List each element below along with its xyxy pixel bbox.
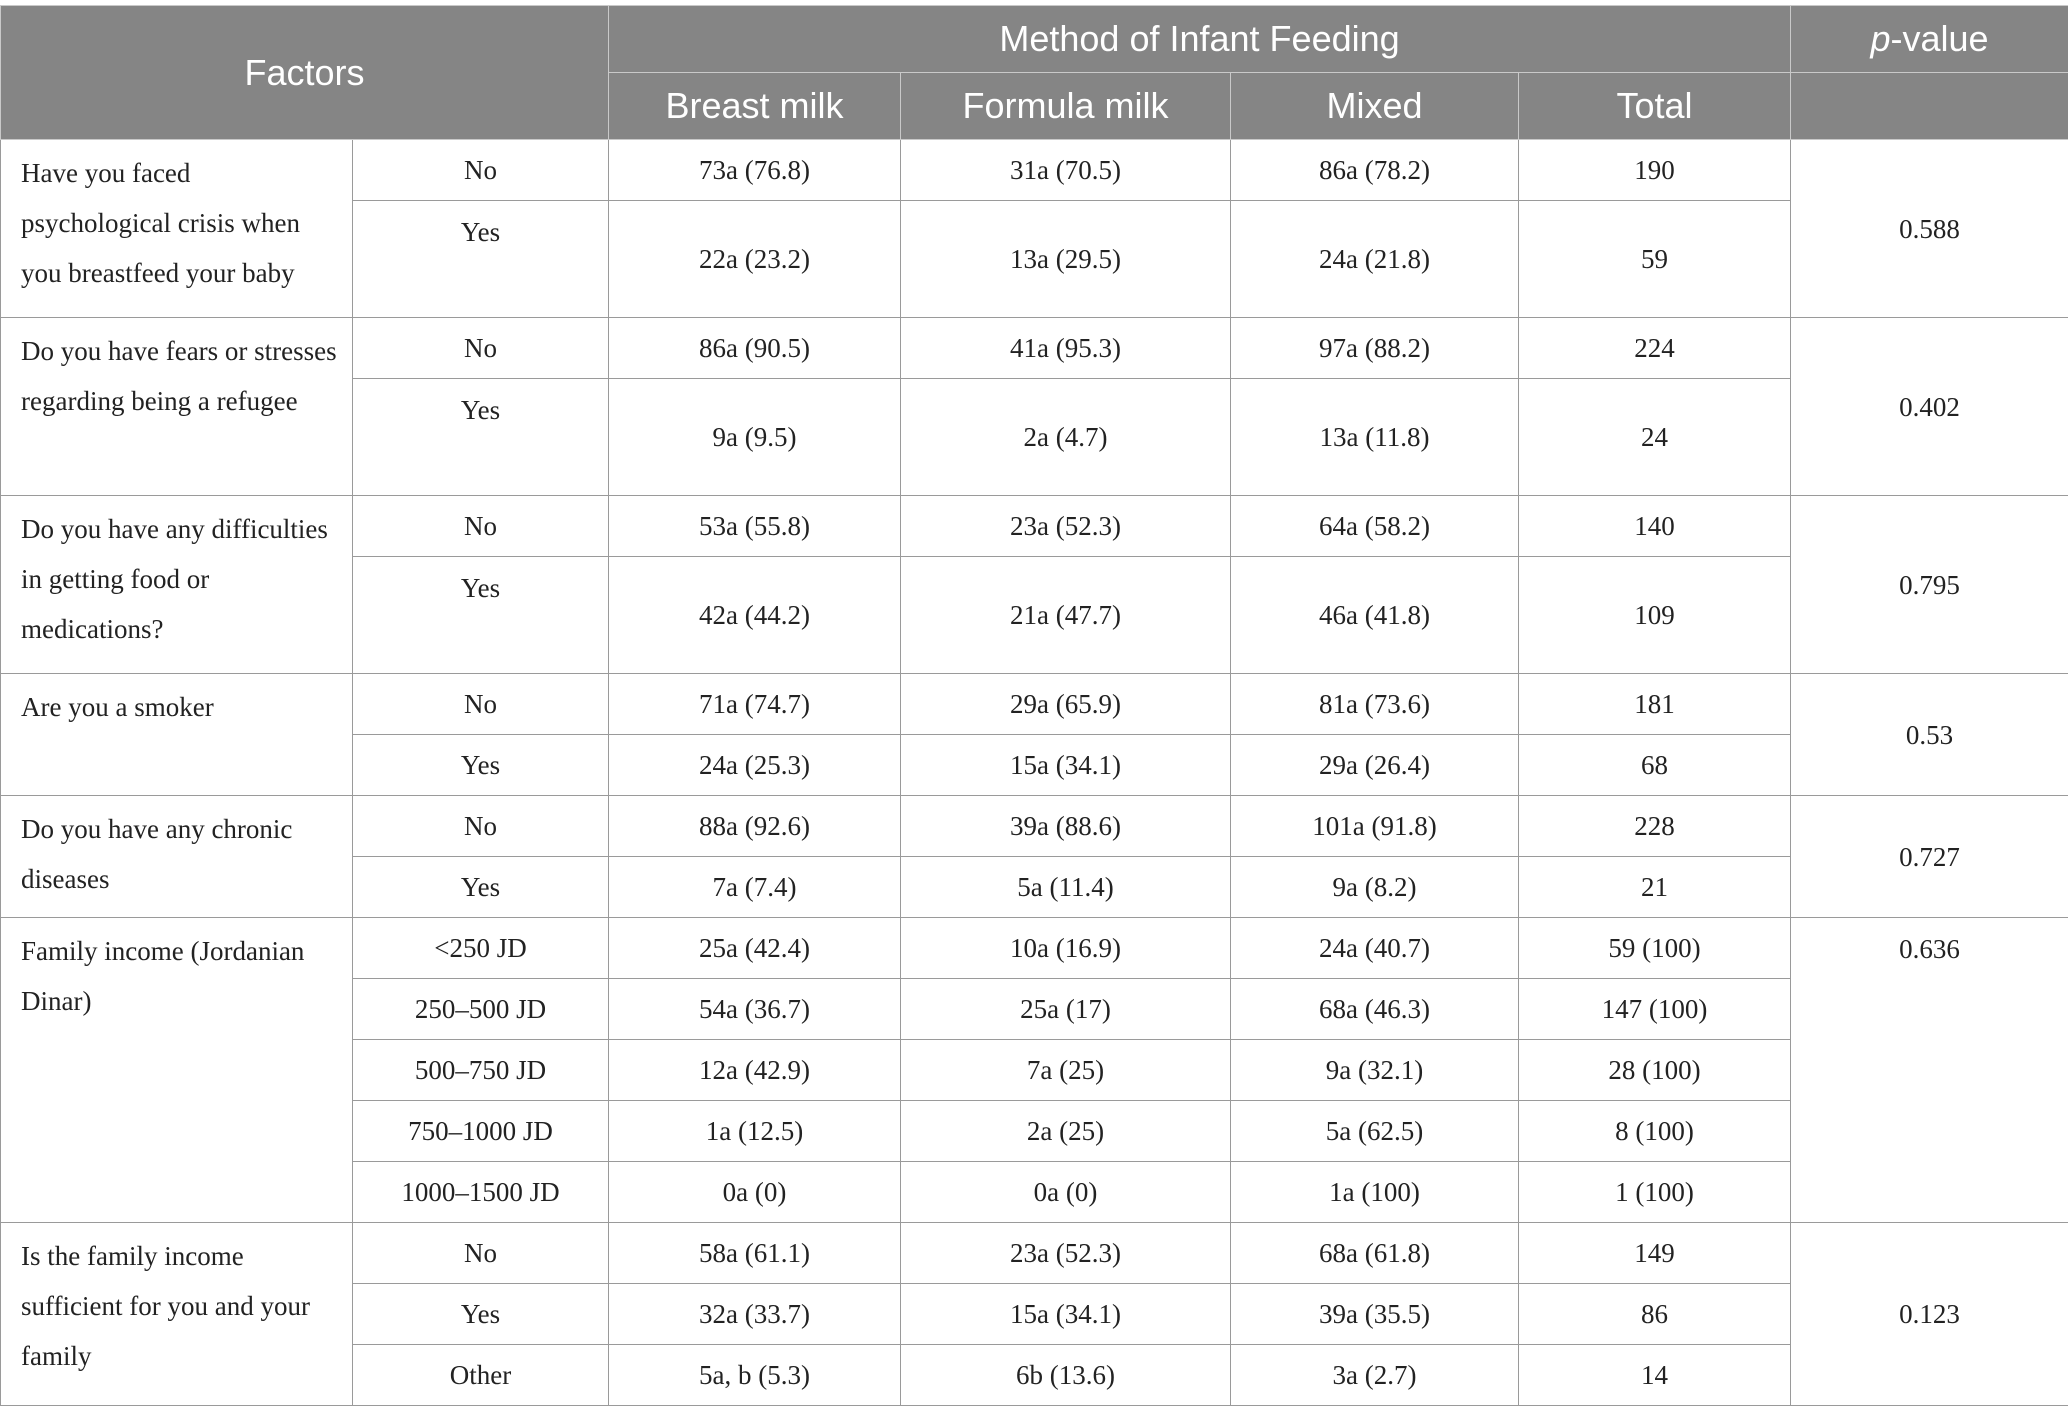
breast-milk-cell: 42a (44.2) — [609, 557, 901, 674]
breast-milk-header: Breast milk — [609, 73, 901, 140]
factor-label: Is the family income sufficient for you and your family — [1, 1223, 353, 1406]
factor-label: Family income (Jordanian Dinar) — [1, 918, 353, 1223]
p-value-cell: 0.588 — [1791, 140, 2068, 318]
breast-milk-cell: 22a (23.2) — [609, 201, 901, 318]
p-value-header-rest: -value — [1891, 18, 1989, 59]
formula-milk-cell: 10a (16.9) — [901, 918, 1231, 979]
total-cell: 14 — [1519, 1345, 1791, 1406]
formula-milk-cell: 2a (4.7) — [901, 379, 1231, 496]
breast-milk-cell: 71a (74.7) — [609, 674, 901, 735]
formula-milk-cell: 39a (88.6) — [901, 796, 1231, 857]
breast-milk-cell: 7a (7.4) — [609, 857, 901, 918]
breast-milk-cell: 88a (92.6) — [609, 796, 901, 857]
category-cell: No — [353, 1223, 609, 1284]
mixed-cell: 68a (46.3) — [1231, 979, 1519, 1040]
p-value-cell: 0.123 — [1791, 1223, 2068, 1406]
p-value-cell: 0.795 — [1791, 496, 2068, 674]
formula-milk-cell: 29a (65.9) — [901, 674, 1231, 735]
breast-milk-cell: 58a (61.1) — [609, 1223, 901, 1284]
formula-milk-cell: 23a (52.3) — [901, 1223, 1231, 1284]
formula-milk-cell: 2a (25) — [901, 1101, 1231, 1162]
category-cell: Yes — [353, 735, 609, 796]
formula-milk-cell: 7a (25) — [901, 1040, 1231, 1101]
category-cell: Yes — [353, 1284, 609, 1345]
category-cell: 750–1000 JD — [353, 1101, 609, 1162]
formula-milk-cell: 15a (34.1) — [901, 735, 1231, 796]
mixed-cell: 81a (73.6) — [1231, 674, 1519, 735]
mixed-cell: 97a (88.2) — [1231, 318, 1519, 379]
breast-milk-cell: 12a (42.9) — [609, 1040, 901, 1101]
formula-milk-cell: 13a (29.5) — [901, 201, 1231, 318]
mixed-cell: 9a (8.2) — [1231, 857, 1519, 918]
method-header: Method of Infant Feeding — [609, 6, 1791, 73]
total-cell: 140 — [1519, 496, 1791, 557]
mixed-cell: 24a (21.8) — [1231, 201, 1519, 318]
p-value-header — [1791, 6, 2068, 73]
breast-milk-cell: 9a (9.5) — [609, 379, 901, 496]
category-cell: No — [353, 796, 609, 857]
factor-label: Are you a smoker — [1, 674, 353, 796]
category-cell: Yes — [353, 857, 609, 918]
category-cell: Yes — [353, 201, 609, 318]
factor-label: Do you have fears or stresses regarding being a refugee — [1, 318, 353, 496]
factor-label: Have you faced psychological crisis when you breastfeed your baby — [1, 140, 353, 318]
formula-milk-cell: 5a (11.4) — [901, 857, 1231, 918]
table-row — [1, 496, 2068, 557]
mixed-cell: 86a (78.2) — [1231, 140, 1519, 201]
category-cell: No — [353, 674, 609, 735]
total-cell: 1 (100) — [1519, 1162, 1791, 1223]
p-value-header-spacer — [1791, 73, 2068, 140]
breast-milk-cell: 54a (36.7) — [609, 979, 901, 1040]
breast-milk-cell: 25a (42.4) — [609, 918, 901, 979]
breast-milk-cell: 86a (90.5) — [609, 318, 901, 379]
total-cell: 8 (100) — [1519, 1101, 1791, 1162]
total-cell: 59 (100) — [1519, 918, 1791, 979]
mixed-cell: 46a (41.8) — [1231, 557, 1519, 674]
mixed-cell: 29a (26.4) — [1231, 735, 1519, 796]
mixed-cell: 39a (35.5) — [1231, 1284, 1519, 1345]
mixed-cell: 13a (11.8) — [1231, 379, 1519, 496]
breast-milk-cell: 5a, b (5.3) — [609, 1345, 901, 1406]
mixed-cell: 24a (40.7) — [1231, 918, 1519, 979]
table-row — [1, 674, 2068, 735]
total-cell: 21 — [1519, 857, 1791, 918]
formula-milk-header: Formula milk — [901, 73, 1231, 140]
factors-header: Factors — [1, 6, 609, 140]
formula-milk-cell: 0a (0) — [901, 1162, 1231, 1223]
p-value-header-italic: p — [1870, 18, 1890, 59]
mixed-cell: 3a (2.7) — [1231, 1345, 1519, 1406]
p-value-cell: 0.636 — [1791, 918, 2068, 1223]
total-cell: 28 (100) — [1519, 1040, 1791, 1101]
total-cell: 190 — [1519, 140, 1791, 201]
p-value-cell: 0.402 — [1791, 318, 2068, 496]
mixed-cell: 68a (61.8) — [1231, 1223, 1519, 1284]
total-cell: 109 — [1519, 557, 1791, 674]
category-cell: No — [353, 318, 609, 379]
breast-milk-cell: 24a (25.3) — [609, 735, 901, 796]
total-cell: 59 — [1519, 201, 1791, 318]
mixed-cell: 1a (100) — [1231, 1162, 1519, 1223]
p-value-cell: 0.727 — [1791, 796, 2068, 918]
formula-milk-cell: 31a (70.5) — [901, 140, 1231, 201]
category-cell: 500–750 JD — [353, 1040, 609, 1101]
total-header: Total — [1519, 73, 1791, 140]
table-header — [1, 6, 2068, 140]
mixed-cell: 5a (62.5) — [1231, 1101, 1519, 1162]
total-cell: 181 — [1519, 674, 1791, 735]
breast-milk-cell: 73a (76.8) — [609, 140, 901, 201]
total-cell: 68 — [1519, 735, 1791, 796]
table-row — [1, 796, 2068, 857]
total-cell: 147 (100) — [1519, 979, 1791, 1040]
formula-milk-cell: 21a (47.7) — [901, 557, 1231, 674]
category-cell: 1000–1500 JD — [353, 1162, 609, 1223]
total-cell: 224 — [1519, 318, 1791, 379]
table-row — [1, 318, 2068, 379]
formula-milk-cell: 25a (17) — [901, 979, 1231, 1040]
category-cell: No — [353, 140, 609, 201]
factor-label: Do you have any difficulties in getting food or medications? — [1, 496, 353, 674]
category-cell: <250 JD — [353, 918, 609, 979]
mixed-cell: 9a (32.1) — [1231, 1040, 1519, 1101]
mixed-cell: 101a (91.8) — [1231, 796, 1519, 857]
formula-milk-cell: 6b (13.6) — [901, 1345, 1231, 1406]
breast-milk-cell: 1a (12.5) — [609, 1101, 901, 1162]
total-cell: 24 — [1519, 379, 1791, 496]
table-row — [1, 140, 2068, 201]
table-body — [1, 140, 2068, 1406]
category-cell: Other — [353, 1345, 609, 1406]
total-cell: 86 — [1519, 1284, 1791, 1345]
total-cell: 228 — [1519, 796, 1791, 857]
table-row — [1, 1223, 2068, 1284]
mixed-cell: 64a (58.2) — [1231, 496, 1519, 557]
p-value-cell: 0.53 — [1791, 674, 2068, 796]
total-cell: 149 — [1519, 1223, 1791, 1284]
breast-milk-cell: 0a (0) — [609, 1162, 901, 1223]
breast-milk-cell: 32a (33.7) — [609, 1284, 901, 1345]
breast-milk-cell: 53a (55.8) — [609, 496, 901, 557]
formula-milk-cell: 15a (34.1) — [901, 1284, 1231, 1345]
factor-label: Do you have any chronic diseases — [1, 796, 353, 918]
category-cell: 250–500 JD — [353, 979, 609, 1040]
results-table — [0, 5, 2068, 1406]
formula-milk-cell: 23a (52.3) — [901, 496, 1231, 557]
table-row — [1, 918, 2068, 979]
category-cell: Yes — [353, 379, 609, 496]
category-cell: No — [353, 496, 609, 557]
formula-milk-cell: 41a (95.3) — [901, 318, 1231, 379]
mixed-header: Mixed — [1231, 73, 1519, 140]
category-cell: Yes — [353, 557, 609, 674]
